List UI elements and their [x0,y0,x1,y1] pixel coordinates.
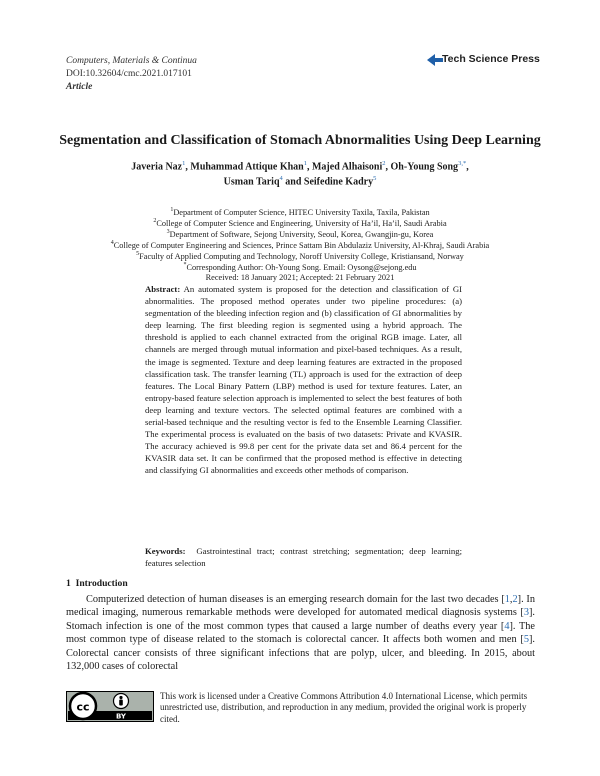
author-affiliation-mark: 3,* [458,160,467,167]
section-heading [66,578,128,589]
corresponding-email: Corresponding Author: Oh-Young Song. Email: Oysong@sejong.edu [186,262,417,272]
corresponding-author: *Corresponding Author: Oh-Young Song. Email: Oysong@sejong.edu [183,262,417,272]
introduction-paragraph: Computerized detection of human diseases is an emerging research domain for the last two decades [1,2]. In medical imaging, numerous remarkable methods were developed for automated medical diagnosis systems [3]. Stomach infection is one of the most common types that caused a large number of deaths every year [4]. The most common type of disease related to the stomach is colorectal cancer. It affects both women and men [5]. Colorectal cancer consists of three significant infections that are polyp, ulcer, and bleeding. In 2015, about 132,000 cases of colorectal [66,594,536,673]
by-badge-text: BY [115,712,127,721]
section-number: 1 [66,578,71,589]
author-line-1 [0,160,600,172]
author-affiliation-mark: 2 [382,160,386,167]
citation-link[interactable]: 5 [523,634,529,646]
author-name: Muhammad Attique Khan [190,161,304,173]
author-separator: and [282,176,304,188]
abstract-text: An automated system is proposed for the detection and classification of GI abnormalities. The proposed method operates under two pipeline procedures: (a) segmentation of the bleeding infection region and (b) classification of GI abnormalities by deep learning. The first bleeding region is segmented using a hybrid approach. The threshold is applied to each channel extracted from the original RGB image. Later, all channels are merged through mutual information and pixel-based techniques. As a result, the image is segmented. Texture and deep learning features are extracted in the proposed classification task. The transfer learning (TL) approach is used for the extraction of deep features. The Local Binary Pattern (LBP) method is used for texture features. Later, an entropy-based feature selection approach is implemented to select the best features of both deep learning and texture vectors. The selected optimal features are combined with a serial-based technique and the resulting vector is fed to the Ensemble Learning Classifier. The experimental process is evaluated on the basis of two datasets: Private and KVASIR. The accuracy achieved is 99.8 per cent for the private data set and 86.4 percent for the KVASIR data set. It can be confirmed that the proposed method is effective in detecting and classifying GI abnormalities and exceeds other methods of comparison. [145,284,462,476]
author-name: Majed Alhaisoni [311,161,383,173]
article-title: Segmentation and Classification of Stomach Abnormalities Using Deep Learning [59,133,541,148]
section-title: Introduction [75,578,128,589]
abstract-label: Abstract: [145,284,181,294]
author-name: Oh-Young Song [390,161,459,173]
author-affiliation-mark: 1 [182,160,186,167]
author-line-2 [0,175,600,187]
license-notice: This work is licensed under a Creative Commons Attribution 4.0 International License, which permits unrestricted use, distribution, and reproduction in any medium, provided the original work is properly cited. [160,691,528,724]
article-type: Article [66,82,93,92]
citation-link[interactable]: 1 [504,594,510,605]
keywords [145,545,462,569]
author-name: Javeria Naz [131,161,183,173]
author-affiliation-mark: 5 [373,175,377,182]
affiliation: $^3$Department of Software, Sejong University, Seoul, Korea, Gwangjin-gu, Korea [166,229,434,239]
affiliation: $^2$College of Computer Science and Engineering, University of Ha’il, Ha’il, Saudi Arabia [153,218,447,228]
publisher-logo [426,51,540,69]
citation-link[interactable]: 3 [523,607,529,619]
cc-by-license-icon[interactable] [66,691,154,722]
keywords-label: Keywords: [145,546,186,556]
keywords-text: Gastrointestinal tract; contrast stretching; segmentation; deep learning; features selection [145,546,463,569]
author-affiliation-mark: 4 [279,175,283,182]
publisher-name: Tech Science Press [442,53,540,65]
cc-badge-text: cc [76,700,90,714]
author-affiliation-mark: 1 [303,160,307,167]
author-separator: , [185,161,191,173]
author-name: Seifedine Kadry [303,176,374,188]
author-separator: , [385,161,391,173]
affiliation: $^1$Department of Computer Science, HITEC University Taxila, Taxila, Pakistan [170,207,430,217]
journal-name: Computers, Materials & Continua [66,56,197,66]
author-separator: , [306,161,312,173]
affiliation: $^5$Faculty of Applied Computing and Technology, Noroff University College, Kristiansand, Norway [136,251,464,261]
citation-link[interactable]: 4 [504,620,510,632]
author-name: Usman Tariq [223,176,280,188]
abstract [145,283,462,477]
received-accepted-dates: Received: 18 January 2021; Accepted: 21 February 2021 [205,273,395,282]
doi: DOI:10.32604/cmc.2021.017101 [66,69,192,79]
affiliation: $^4$College of Computer Engineering and Sciences, Prince Sattam Bin Abdulaziz University, Al-Khraj, Saudi Arabia [110,240,490,250]
citation-link[interactable]: 2 [512,594,518,605]
author-separator: , [466,161,469,173]
